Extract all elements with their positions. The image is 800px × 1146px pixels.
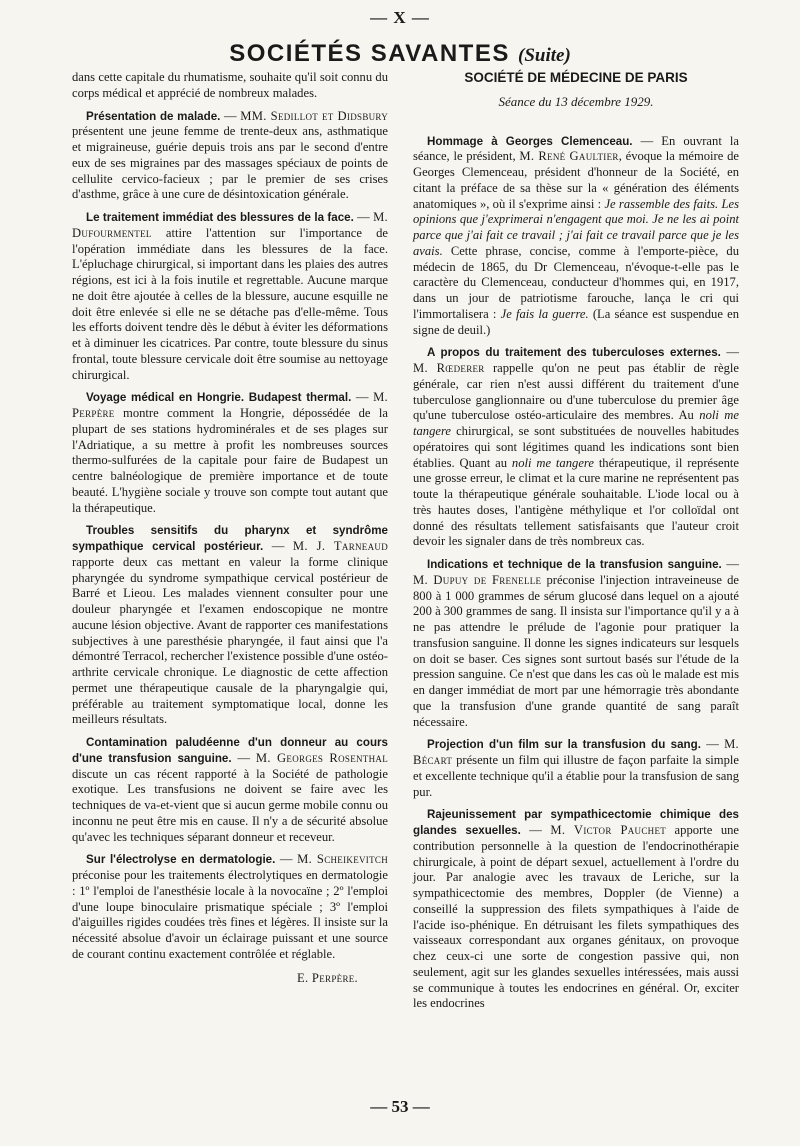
article-electrolyse xyxy=(72,852,388,962)
article-body: (La séance est suspendue en signe de deuil.) xyxy=(413,306,739,337)
article-body: attire l'attention sur l'importance de l'opération immédiate dans les blessures de la face. L'épluchage chirurgical, si important dans les plaies des autres régions, est ici à la fois inutile et regrettable. Aucune marque ne doit être ajoutée à celles de la blessure, aucune esquille ne doit être enlevée si elle ne se détache pas d'elle-même. Tous les efforts doivent tendre dès le début à éviter les déformations et à diminuer les cicatrices. Par contre, toute blessure du sinus frontal, toute blessure cervicale doit être soumise au nettoyage chirurgical. xyxy=(72,225,388,382)
separator: — xyxy=(520,823,551,837)
author-name: M. Perpère xyxy=(72,390,389,420)
article-body: apporte une contribution personnelle à la question de l'endocrinothérapie chirurgicale, à point de départ sexuel, actuellement à l'ordre du jour. Par analogie avec les travaux de Leriche, sur la sympathicectomie des membres, Doppler (de Vienne) a conseillé la suppression des filets sympathiques à l'aide de l'acide iso-phénique. En détruisant les filets sympathiques des vaisseaux correspondant aux organes génitaux, on provoque chez ceux-ci une sorte de congestion passive qui, non seulement, agit sur les glandes sexuelles intéressées, mais aussi se communique à toutes les endocrines en général. Or, exciter les endocrines xyxy=(413,823,740,1011)
quote-text: Je fais la guerre. xyxy=(500,306,589,321)
separator: — xyxy=(700,737,725,752)
author-name: M. Rœderer xyxy=(413,361,485,375)
author-name: M. Dupuy de Frenelle xyxy=(413,572,542,587)
article-blessures-face xyxy=(72,210,388,383)
article-title: Voyage médical en Hongrie. Budapest thermal. xyxy=(86,391,352,405)
article-presentation-de-malade xyxy=(72,109,388,204)
author-name: M. René Gaultier xyxy=(519,149,619,164)
article-body: présente un film qui illustre de façon parfaite la simple et excellente technique qu'il a établie pour la transfusion de sang pur. xyxy=(413,753,739,799)
latin-phrase: noli me tangere xyxy=(413,408,739,438)
separator: — xyxy=(220,108,241,123)
article-body: rapporte deux cas mettant en valeur la forme clinique pharyngée du syndrome sympathique cervical postérieur de Barré et Lieou. Les malades viennent consulter pour une douleur pharyngée et l'examen endoscopique ne montre aucune lésion objective. Avant de rapporter ces manifestations subjectives à une paresthésie pharyngée, il faut ainsi que l'a démontré Terracol, rechercher l'existence possible d'une ostéo-arthrite cervicale chronique. Le diagnostic de cette affection permet une thérapeutique causale de la pharyngalgie qui, préférable au traitement symptomatique local, donne les meilleurs résultats. xyxy=(72,554,388,727)
page-header xyxy=(0,40,800,68)
intro-paragraph: dans cette capitale du rhumatisme, souhaite qu'il soit connu du corps médical et apprécié de nombreux malades. xyxy=(72,70,388,100)
article-body: chirurgical, se sont substituées de nouvelles habitudes opératoires qui sont légitimes quand les indications sont bien établies. Quant au xyxy=(413,424,739,470)
author-name: M. Victor Pauchet xyxy=(550,823,667,837)
article-title: Le traitement immédiat des blessures de la face. xyxy=(86,211,354,224)
article-tuberculoses-externes xyxy=(413,345,739,550)
header-suite: (Suite) xyxy=(518,45,571,66)
page-number: — 53 — xyxy=(370,1097,430,1116)
signature: E. Perpère. xyxy=(297,970,358,985)
article-title: Sur l'électrolyse en dermatologie. xyxy=(86,853,276,867)
article-title: A propos du traitement des tuberculoses externes. xyxy=(427,346,721,360)
top-page-numeral: — X — xyxy=(370,8,430,27)
article-transfusion-indications xyxy=(413,557,739,730)
article-troubles-pharynx xyxy=(72,523,388,728)
author-name: M. Scheikevitch xyxy=(297,852,388,867)
article-body: présentent une jeune femme de trente-deux ans, asthmatique et migraineuse, guérie depuis trois ans par le second d'entre eux de ses migraines par des massages spéciaux de points de cellulite cervico-facieux ; par le premier de ses crises d'asthme, grâce à une cure de désintoxication générale. xyxy=(72,124,388,202)
article-body: préconise l'injection intraveineuse de 800 à 1 000 grammes de sérum glucosé dans lequel on a ajouté 200 à 300 grammes de sang. Il insista sur l'importance qu'il y a à ne pas attendre le prélude de l'agonie pour pratiquer la transfusion sanguine. Il donne les signes indicateurs sur lesquels on doit se baser. Ces signes sont surtout basés sur l'étude de la pression sanguine. Ce n'est que dans les cas où le malade est mis en danger immédiat de mort par une hémorragie très abondante que la transfusion d'une grande quantité de sang paraît nécessaire. xyxy=(413,572,739,729)
author-name: M. Georges Rosenthal xyxy=(255,750,389,765)
separator: — xyxy=(351,390,374,405)
seance-date: Séance du 13 décembre 1929. xyxy=(498,93,654,109)
separator: — xyxy=(720,345,739,360)
article-voyage-hongrie xyxy=(72,390,388,516)
separator: — xyxy=(231,750,256,765)
article-title: Troubles sensitifs du pharynx et syndrôme sympathique cervical postérieur. xyxy=(72,524,388,553)
quote-text: Je rassemble des faits. Les opinions que j'exprimerai n'engagent que moi. Je ne les ai point parce que j'ai fait ce travail ; j'ai fait ce travail parce que je les avais. xyxy=(413,196,739,258)
separator: — xyxy=(263,539,293,553)
article-body: rappelle qu'on ne peut pas établir de règle générale, car rien n'est aussi différent du traitement d'une tuberculose ganglionnaire ou d'une tuberculose du premier âge qu'une tuberculose ostéo-articulaire des membres. Au xyxy=(413,361,739,423)
article-title: Présentation de malade. xyxy=(86,109,221,123)
article-body: , évoque la mémoire de Georges Clemenceau, président d'honneur de la Société, en citant la préface de sa thèse sur la « génération des éléments anatomiques », où il s'exprime ainsi : xyxy=(413,149,739,211)
article-film-transfusion xyxy=(413,737,739,800)
header-title: SOCIÉTÉS SAVANTES xyxy=(229,40,510,67)
article-body: montre comment la Hongrie, dépossédée de la plupart de ses stations hydrominérales et de ses plages sur l'Adriatique, a su mettre à profit les nombreuses sources thermo-sulfurées de la capitale pour faire de Budapest un centre balnéologique de première importance et de toute beauté. L'hygiène sociale y trouve son compte tout autant que la thérapeutique. xyxy=(72,406,388,515)
article-body: préconise pour les traitements électrolytiques en dermatologie : 1º l'emploi de l'anesthésie locale à la novocaïne ; 2º l'emploi d'une loupe binoculaire prismatique spéciale ; 3º l'emploi d'aiguilles rigides coudées très fines et légères. Il insiste sur la nécessité absolue d'avoir un éclairage puissant et une source de courant continu exactement contrôlée et réglable. xyxy=(72,868,388,961)
right-column xyxy=(413,70,739,1019)
society-title: SOCIÉTÉ DE MÉDECINE DE PARIS xyxy=(464,70,688,85)
separator: — xyxy=(353,210,374,224)
article-body: discute un cas récent rapporté à la Société de pathologie exotique. Les transfusions ne doivent se faire avec les techniques de va-et-vient que si aucun germe mobile connu ou inconnu ne peut être mis en cause. Il n'y a de sécurité absolue qu'avec les techniques séparant donneur et receveur. xyxy=(72,766,388,844)
separator: — xyxy=(275,852,298,867)
article-title: Hommage à Georges Clemenceau. xyxy=(427,134,633,148)
author-name: M. J. Tarneaud xyxy=(292,539,389,553)
article-title: Rajeunissement par sympathicectomie chimique des glandes sexuelles. xyxy=(413,808,739,837)
article-title: Projection d'un film sur la transfusion du sang. xyxy=(427,738,701,752)
latin-phrase: noli me tangere xyxy=(511,455,594,470)
separator: — xyxy=(721,557,739,571)
author-name: MM. Sedillot et Didsbury xyxy=(240,108,389,123)
article-rajeunissement xyxy=(413,807,739,1012)
article-body: Cette phrase, concise, comme à l'emporte-pièce, du médecin de 1865, du Dr Clemenceau, n'évoque-t-elle pas le caractère du Clemenceau, conducteur d'hommes qui, en 1917, dans un jour de patriotisme farouche, lança le cri qui l'immortalisera : xyxy=(413,243,739,321)
article-title: Indications et technique de la transfusion sanguine. xyxy=(427,558,722,571)
article-title: Contamination paludéenne d'un donneur au cours d'une transfusion sanguine. xyxy=(72,736,388,765)
article-body: thérapeutique, il représente une grosse erreur, le climat et la cure marine ne représentent pas toute la thérapeutique générale souhaitable. L'iode local ou à très hautes doses, l'antigène méthylique et l'or colloïdal ont donné des résultats tellement satisfaisants que l'auteur croit devoir les signaler dans de très nombreux cas. xyxy=(413,455,739,549)
left-column xyxy=(72,70,388,986)
author-name: M. Bécart xyxy=(413,737,740,767)
author-name: M. Dufourmentel xyxy=(72,210,389,240)
article-contamination-paludeenne xyxy=(72,735,388,845)
article-hommage-clemenceau xyxy=(413,134,739,339)
article-body: — En ouvrant la séance, le président, xyxy=(413,133,739,164)
